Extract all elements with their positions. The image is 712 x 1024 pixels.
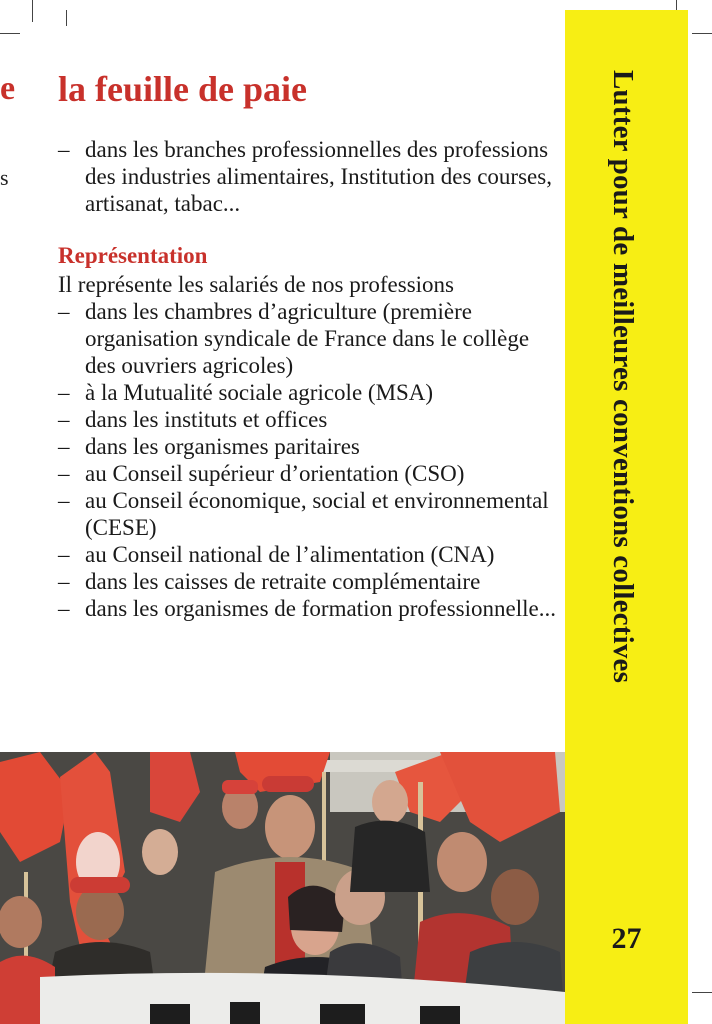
list-item-text: dans les organismes paritaires (85, 434, 360, 459)
list-item-text: dans les organismes de formation professionnelle... (85, 596, 556, 621)
list-item (58, 541, 558, 568)
section-heading-representation: Représentation (58, 243, 208, 268)
list-bullet: – (58, 407, 70, 432)
crop-mark (66, 10, 67, 26)
list-bullet: – (58, 434, 70, 459)
crop-mark (692, 992, 712, 993)
list-item (58, 460, 558, 487)
list-item-text: au Conseil supérieur d’orientation (CSO) (85, 461, 465, 486)
list-item-text: dans les branches professionnelles des professions des industries alimentaires, Institution des courses, artisanat, tabac... (85, 137, 552, 216)
previous-page-text-fragment: s (0, 165, 9, 190)
list-bullet: – (58, 569, 70, 594)
list-item-text: dans les instituts et offices (85, 407, 328, 432)
list-item (58, 406, 558, 433)
list-item-text: à la Mutualité sociale agricole (MSA) (85, 380, 434, 405)
list-bullet: – (58, 137, 70, 162)
representation-list (58, 298, 558, 622)
list-item (58, 487, 558, 541)
branches-list (58, 136, 558, 217)
list-item (58, 433, 558, 460)
list-item-text: au Conseil national de l’alimentation (CNA) (85, 542, 495, 567)
chapter-sidebar (565, 10, 688, 1024)
page-title: la feuille de paie (58, 69, 307, 109)
chapter-title: Lutter pour de meilleures conventions collectives (607, 70, 639, 684)
crop-mark (32, 0, 33, 22)
demonstration-photo (0, 752, 565, 1024)
list-item (58, 379, 558, 406)
list-item (58, 136, 558, 217)
list-item (58, 298, 558, 379)
list-bullet: – (58, 542, 70, 567)
page-number: 27 (611, 922, 642, 955)
list-item-text: dans les chambres d’agriculture (première organisation syndicale de France dans le collège des ouvriers agricoles) (85, 299, 530, 378)
section-intro: Il représente les salariés de nos professions (58, 272, 454, 297)
list-bullet: – (58, 299, 70, 324)
list-item (58, 568, 558, 595)
crop-mark (0, 33, 20, 34)
previous-page-title-fragment: e (0, 70, 16, 107)
list-bullet: – (58, 461, 70, 486)
list-item-text: au Conseil économique, social et environnemental (CESE) (85, 488, 549, 540)
list-bullet: – (58, 488, 70, 513)
crop-mark (692, 33, 712, 34)
list-item (58, 595, 558, 622)
demonstration-illustration (0, 752, 565, 1024)
list-bullet: – (58, 596, 70, 621)
list-bullet: – (58, 380, 70, 405)
list-item-text: dans les caisses de retraite complémentaire (85, 569, 481, 594)
